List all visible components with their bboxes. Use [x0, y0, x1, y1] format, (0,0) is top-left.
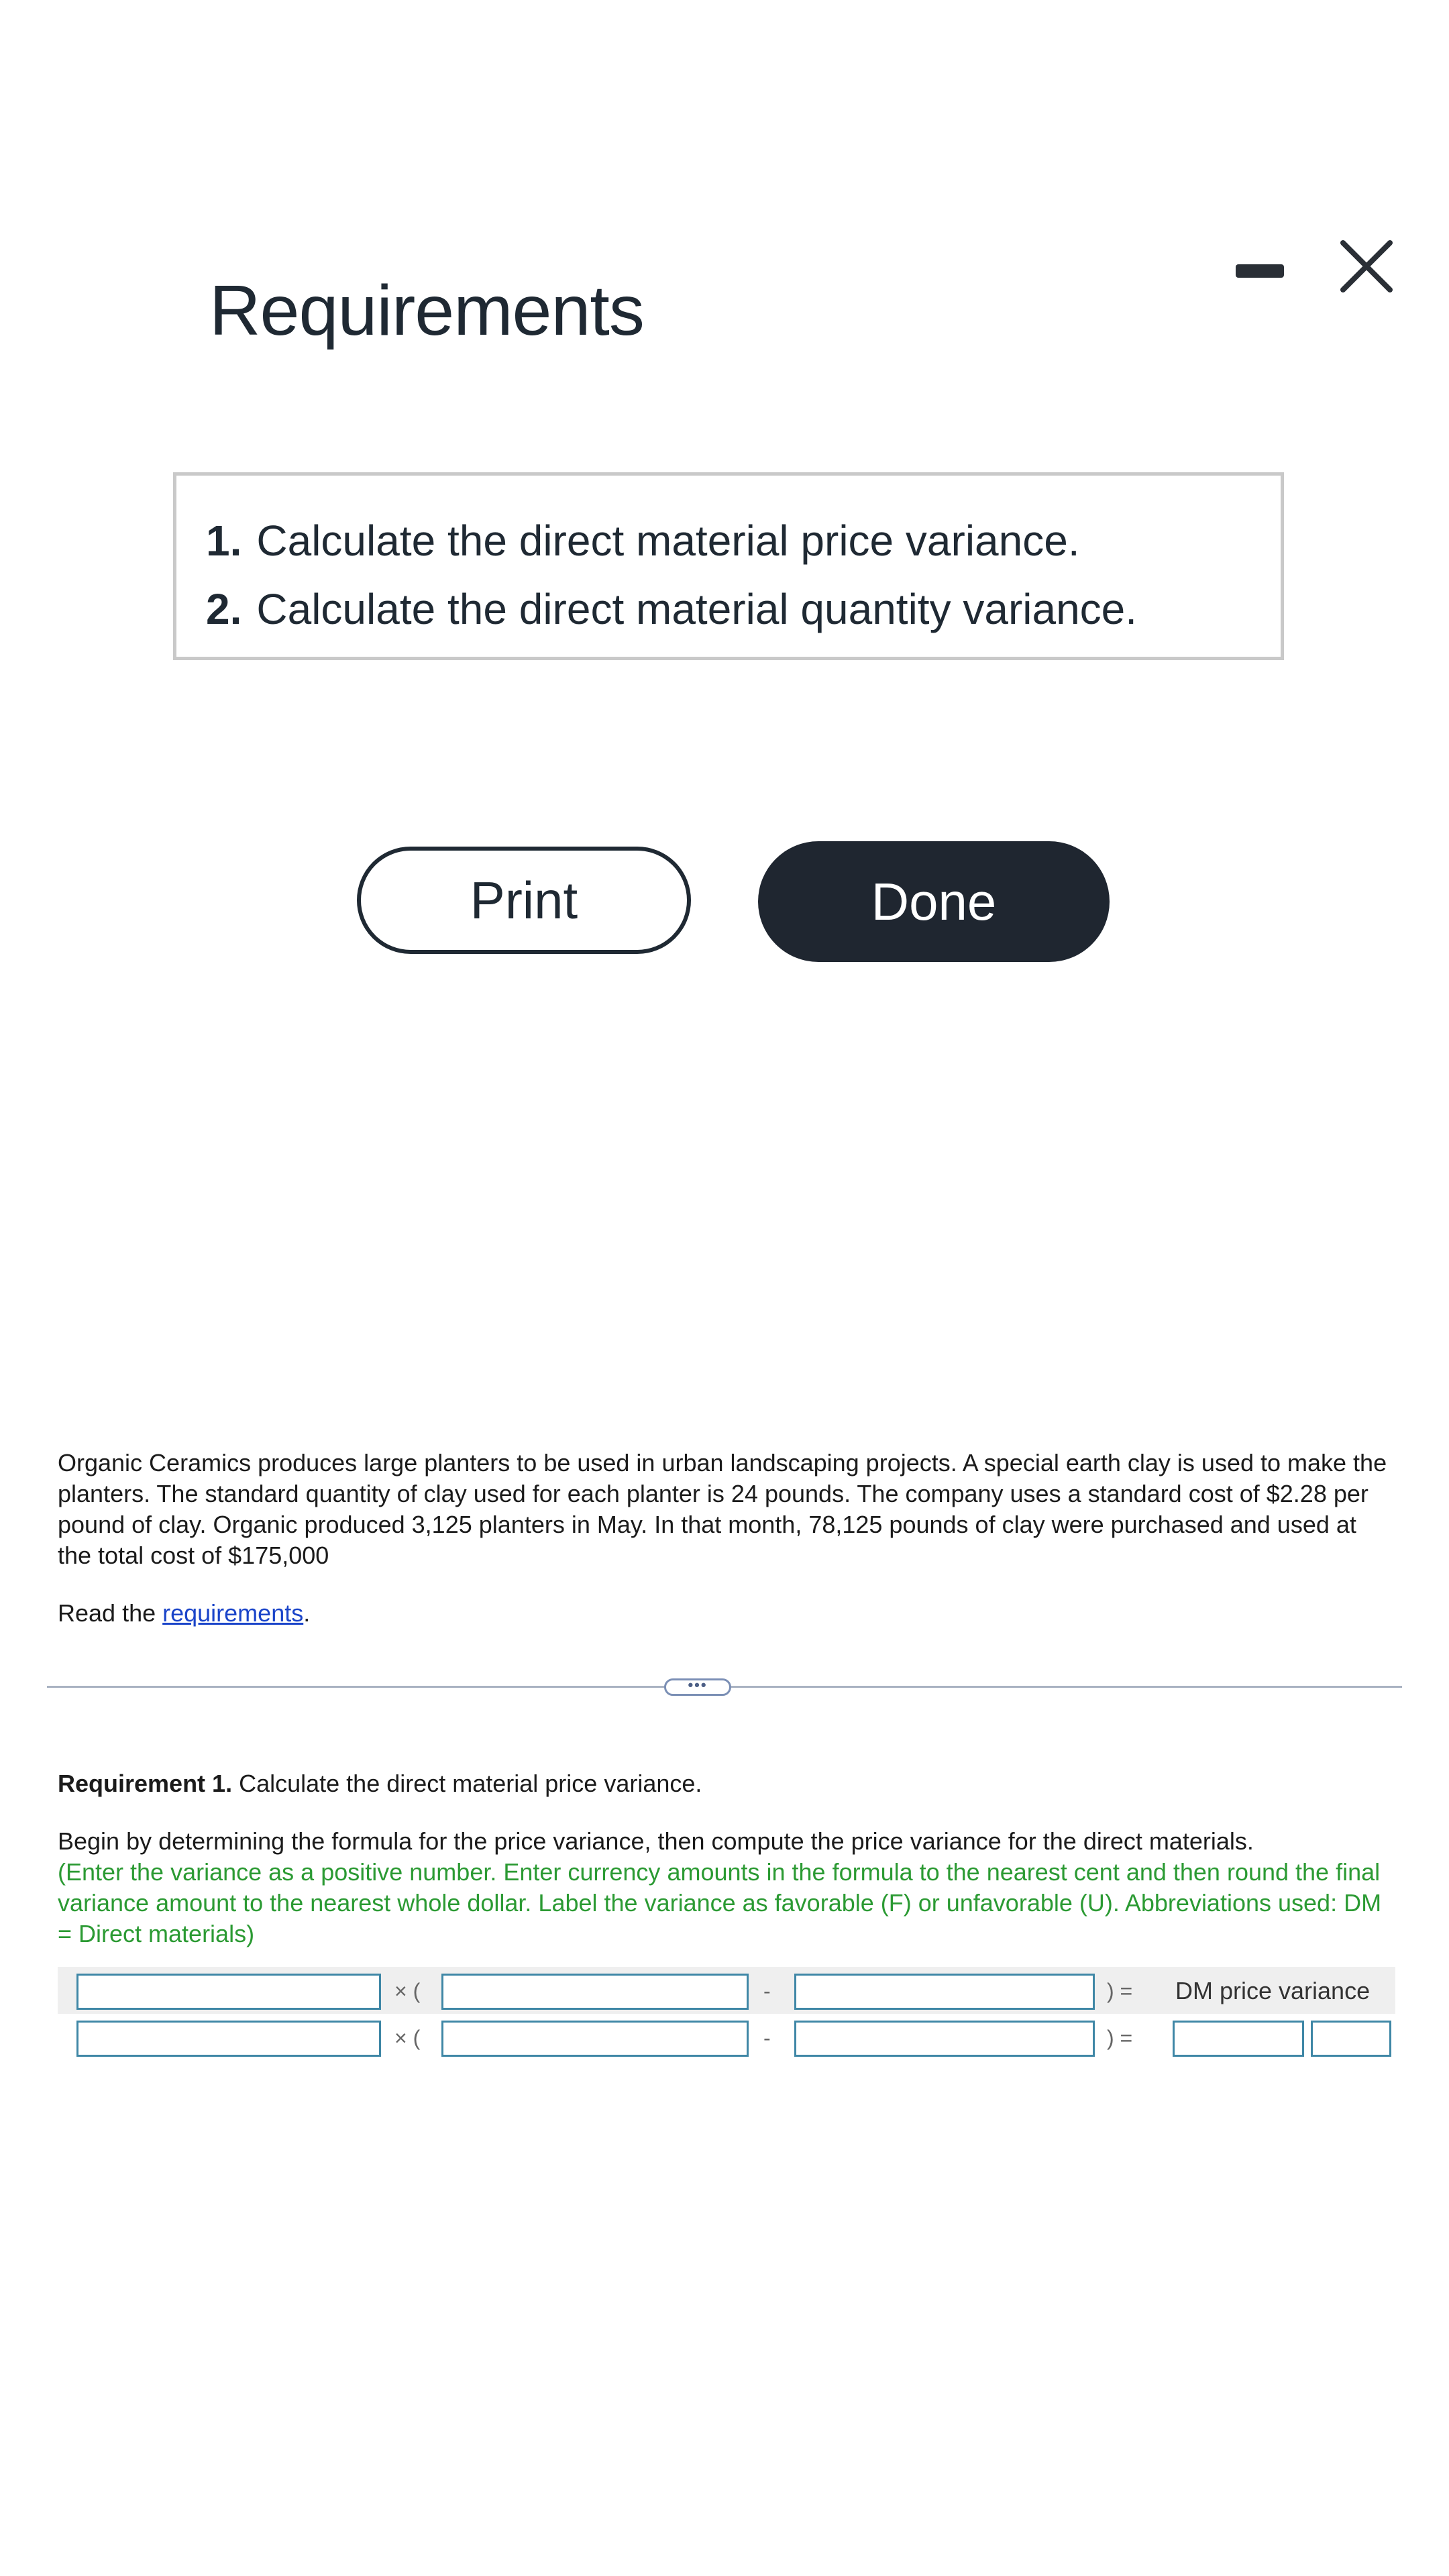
variance-amount-input[interactable] [1173, 2021, 1304, 2057]
requirement-text: Calculate the direct material price variance. [256, 517, 1080, 565]
minus-operator: - [763, 1979, 771, 2003]
formula-input-2[interactable] [441, 1974, 749, 2010]
minus-operator: - [763, 2026, 771, 2050]
requirement-number: 1. [206, 517, 242, 565]
requirement-number: 2. [206, 585, 242, 633]
print-button[interactable]: Print [357, 847, 691, 954]
instruction-text: Begin by determining the formula for the price variance, then compute the price variance for the direct materials. [58, 1827, 1254, 1855]
read-suffix: . [303, 1599, 311, 1627]
requirement-text: Calculate the direct material quantity variance. [256, 585, 1138, 633]
formula-row [58, 1967, 1395, 2014]
read-requirements-line [58, 1598, 310, 1629]
formula-input-3[interactable] [794, 1974, 1095, 2010]
requirement-1-heading [58, 1768, 702, 1799]
minimize-icon[interactable] [1236, 264, 1284, 278]
expand-collapse-handle[interactable]: ••• [664, 1678, 731, 1696]
done-button[interactable]: Done [758, 841, 1110, 962]
requirement-1-bold: Requirement 1. [58, 1770, 233, 1797]
formula-row [58, 2014, 1395, 2061]
close-icon[interactable] [1336, 236, 1397, 297]
close-paren-equals: ) = [1107, 1979, 1133, 2003]
close-paren-equals: ) = [1107, 2026, 1133, 2050]
formula-input-3[interactable] [794, 2021, 1095, 2057]
requirement-item [206, 575, 1137, 643]
hint-text: (Enter the variance as a positive number. Enter currency amounts in the formula to the nearest cent and then round the final variance amount to the nearest whole dollar. Label the variance as favorable (F) or unfavorable (U). Abbreviations used: DM = Direct materials) [58, 1858, 1382, 1947]
formula-input-2[interactable] [441, 2021, 749, 2057]
read-prefix: Read the [58, 1599, 163, 1627]
multiply-open-paren: × ( [394, 1979, 421, 2003]
requirements-list-box [173, 472, 1284, 660]
dm-price-variance-label: DM price variance [1175, 1977, 1371, 2004]
requirement-item [206, 506, 1137, 575]
dialog-title: Requirements [209, 271, 644, 350]
formula-input-1[interactable] [76, 2021, 381, 2057]
formula-input-1[interactable] [76, 1974, 381, 2010]
problem-statement: Organic Ceramics produces large planters to be used in urban landscaping projects. A special earth clay is used to make the planters. The standard quantity of clay used for each planter is 24 pounds. The company uses a standard cost of $2.28 per pound of clay. Organic produced 3,125 planters in May. In that month, 78,125 pounds of clay were purchased and used at the total cost of $175,000 [58, 1449, 1387, 1569]
requirement-1-text: Calculate the direct material price variance. [232, 1770, 702, 1797]
requirements-link[interactable]: requirements [162, 1599, 304, 1627]
requirements-list [206, 506, 1137, 643]
multiply-open-paren: × ( [394, 2026, 421, 2050]
variance-label-input[interactable] [1311, 2021, 1391, 2057]
